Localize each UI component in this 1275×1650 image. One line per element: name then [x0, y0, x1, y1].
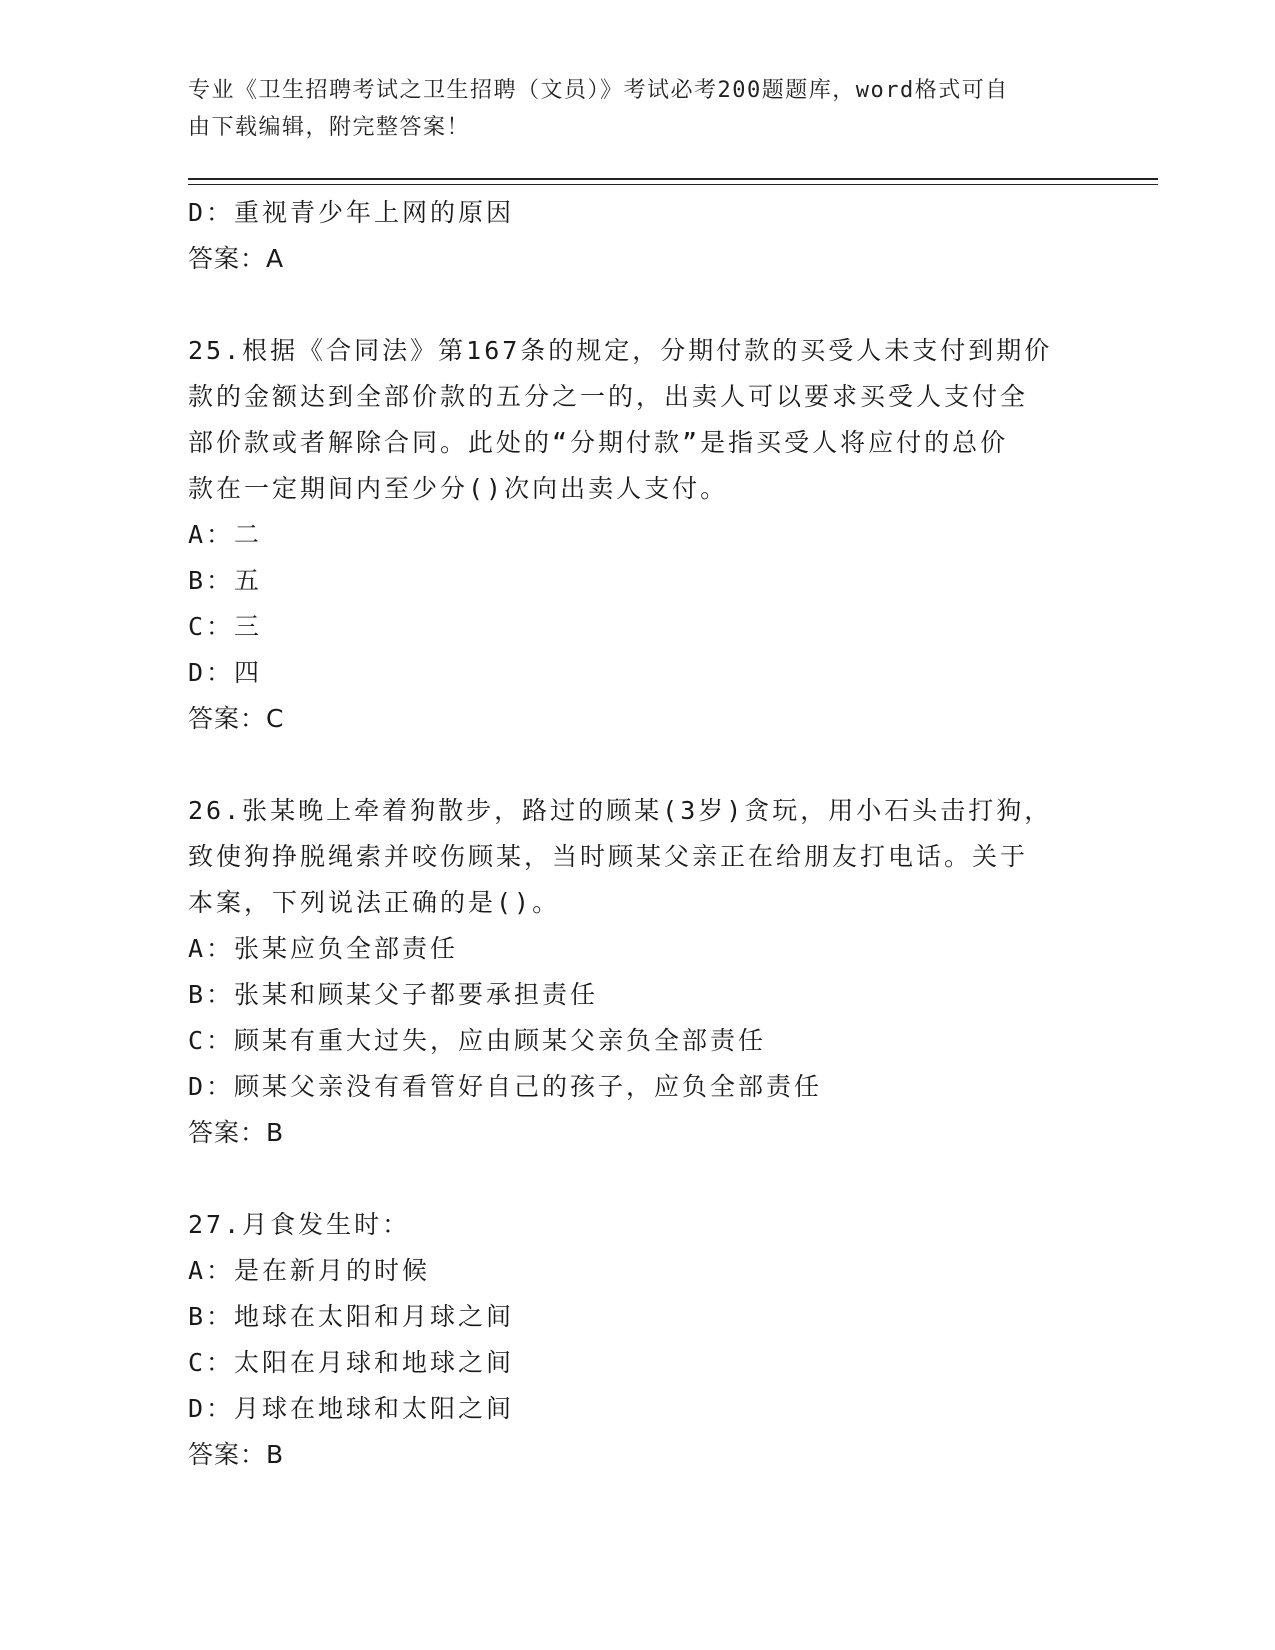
document-header [188, 72, 1068, 146]
option-d: D：重视青少年上网的原因 [188, 198, 515, 227]
option-d: D：四 [188, 658, 263, 687]
answer-line [188, 1110, 1088, 1156]
question-24 [188, 190, 1088, 282]
option-a: A：二 [188, 520, 263, 549]
answer-label: 答案 ： [188, 1440, 266, 1469]
header-line-2: 由下载编辑，附完整答案！ [188, 115, 471, 140]
stem-line: 款的金额达到全部价款的五分之一的，出卖人可以要求买受人支付全 [188, 382, 1029, 411]
option-b: B：张某和顾某父子都要承担责任 [188, 980, 599, 1009]
option-b: B：地球在太阳和月球之间 [188, 1302, 515, 1331]
header-rule-thin [188, 184, 1158, 185]
header-line-1: 专业《卫生招聘考试之卫生招聘（文员）》考试必考200题题库，word格式可自 [188, 78, 1009, 103]
answer-value: A [266, 244, 285, 273]
answer-value: B [266, 1440, 285, 1469]
answer-label: 答案 ： [188, 704, 266, 733]
option-d: D：月球在地球和太阳之间 [188, 1394, 515, 1423]
stem-line: 本案，下列说法正确的是()。 [188, 888, 561, 917]
question-26 [188, 788, 1088, 1156]
answer-line [188, 696, 1088, 742]
stem-line: 25.根据《合同法》第167条的规定，分期付款的买受人未支付到期价 [188, 336, 1053, 365]
stem-line: 26.张某晚上牵着狗散步，路过的顾某(3岁)贪玩，用小石头击打狗， [188, 796, 1053, 825]
question-27 [188, 1202, 1088, 1478]
option-d: D：顾某父亲没有看管好自己的孩子，应负全部责任 [188, 1072, 823, 1101]
option-c: C：太阳在月球和地球之间 [188, 1348, 515, 1377]
answer-value: B [266, 1118, 285, 1147]
question-stem [188, 1202, 1088, 1248]
question-stem [188, 328, 1088, 512]
stem-line: 款在一定期间内至少分()次向出卖人支付。 [188, 474, 729, 503]
answer-line [188, 1432, 1088, 1478]
question-stem [188, 788, 1088, 926]
question-list [188, 190, 1088, 1478]
option-a: A：是在新月的时候 [188, 1256, 431, 1285]
answer-label: 答案 ： [188, 244, 266, 273]
header-rule-thick [188, 178, 1158, 180]
question-25 [188, 328, 1088, 742]
option-c: C：顾某有重大过失，应由顾某父亲负全部责任 [188, 1026, 767, 1055]
option-a: A：张某应负全部责任 [188, 934, 459, 963]
option-c: C：三 [188, 612, 263, 641]
answer-value: C [266, 704, 285, 733]
answer-label: 答案 ： [188, 1118, 266, 1147]
stem-line: 致使狗挣脱绳索并咬伤顾某，当时顾某父亲正在给朋友打电话。关于 [188, 842, 1029, 871]
stem-line: 部价款或者解除合同。此处的“分期付款”是指买受人将应付的总价 [188, 428, 1009, 457]
answer-line [188, 236, 1088, 282]
stem-line: 27.月食发生时： [188, 1210, 411, 1239]
option-b: B：五 [188, 566, 263, 595]
